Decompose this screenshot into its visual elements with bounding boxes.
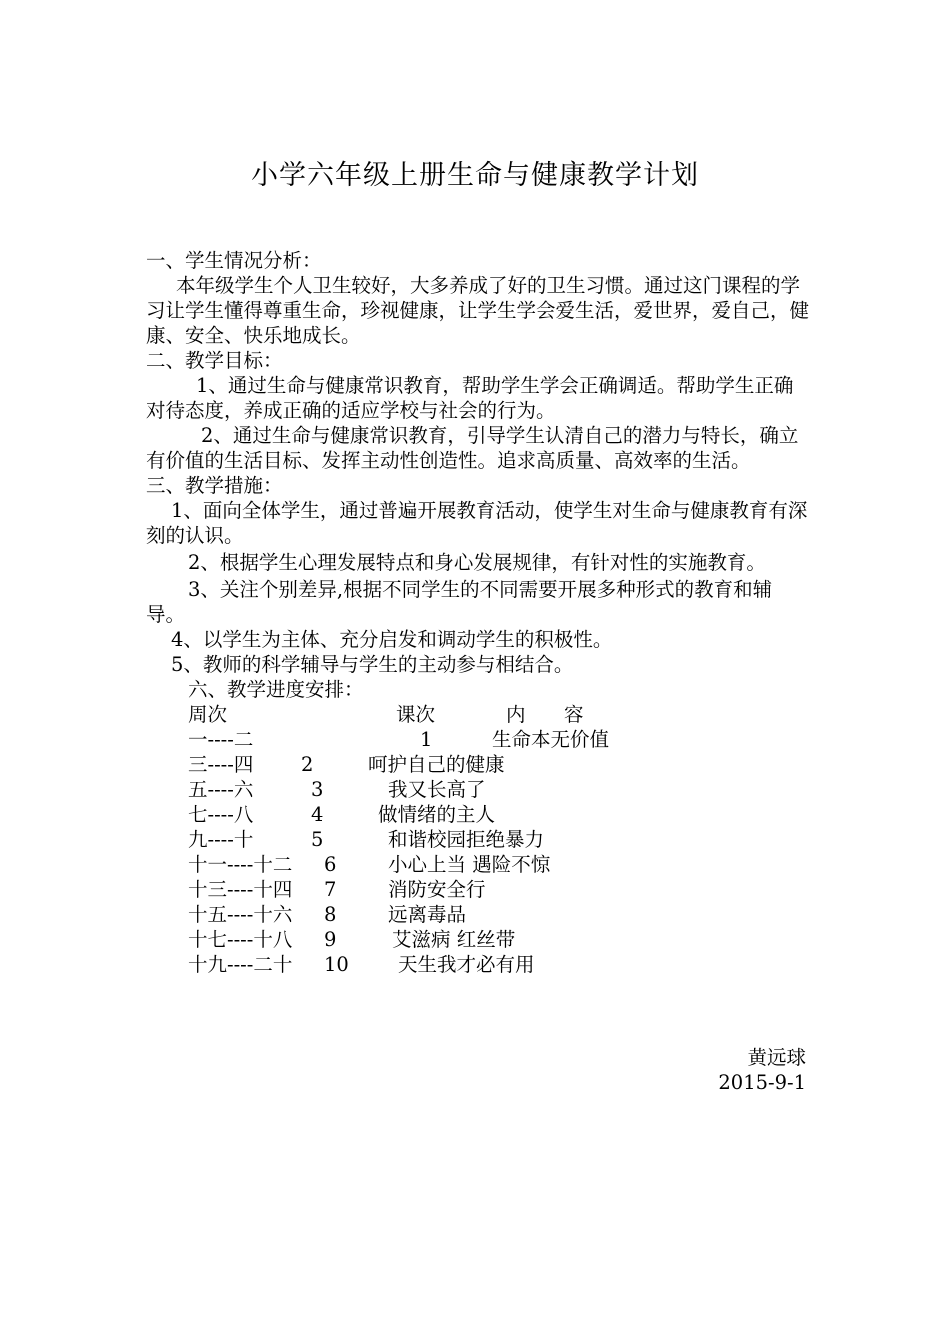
schedule-week: 三----四 — [188, 753, 254, 776]
schedule-week: 九----十 — [188, 828, 254, 851]
schedule-lesson: 1 — [420, 728, 433, 751]
schedule-week: 十九----二十 — [188, 953, 293, 976]
schedule-content: 远离毒品 — [388, 903, 467, 926]
schedule-lesson: 6 — [324, 853, 337, 876]
schedule-content: 我又长高了 — [388, 778, 486, 801]
section-1-heading: 一、学生情况分析： — [146, 249, 322, 272]
schedule-header-content-b: 容 — [564, 703, 584, 726]
measure-item-2: 2、根据学生心理发展特点和身心发展规律，有针对性的实施教育。 — [188, 551, 766, 574]
schedule-week: 十三----十四 — [188, 878, 293, 901]
document-date: 2015-9-1 — [718, 1071, 806, 1094]
section-1-paragraph: 本年级学生个人卫生较好，大多养成了好的卫生习惯。通过这门课程的学习让学生懂得尊重生命，珍视健康，让学生学会爱生活，爱世界，爱自己，健康、安全、快乐地成长。 — [146, 274, 810, 347]
schedule-week: 十七----十八 — [188, 928, 293, 951]
schedule-header-week: 周次 — [188, 703, 228, 726]
schedule-content: 消防安全行 — [388, 878, 486, 901]
schedule-week: 七----八 — [188, 803, 254, 826]
measure-item-1: 1、面向全体学生，通过普遍开展教育活动，使学生对生命与健康教育有深刻的认识。 — [146, 499, 808, 547]
schedule-content: 小心上当 遇险不惊 — [388, 853, 551, 876]
schedule-content: 天生我才必有用 — [398, 953, 535, 976]
schedule-content: 呵护自己的健康 — [368, 753, 505, 776]
schedule-header-content-a: 内 — [506, 703, 526, 726]
schedule-lesson: 4 — [311, 803, 324, 826]
schedule-lesson: 3 — [311, 778, 324, 801]
schedule-content: 做情绪的主人 — [378, 803, 496, 826]
schedule-lesson: 2 — [301, 753, 314, 776]
schedule-lesson: 9 — [324, 928, 337, 951]
section-2-heading: 二、教学目标： — [146, 349, 283, 372]
section-3-heading: 三、教学措施： — [146, 474, 283, 497]
schedule-lesson: 10 — [324, 953, 349, 976]
page-title: 小学六年级上册生命与健康教学计划 — [251, 160, 699, 191]
schedule-lesson: 5 — [311, 828, 324, 851]
goal-item-2: 2、通过生命与健康常识教育，引导学生认清自己的潜力与特长，确立有价值的生活目标、发挥主动性创造性。追求高质量、高效率的生活。 — [146, 424, 799, 472]
measure-item-4: 4、以学生为主体、充分启发和调动学生的积极性。 — [171, 628, 613, 651]
schedule-heading: 六、教学进度安排： — [188, 678, 364, 701]
signature-block — [718, 1045, 806, 1095]
schedule-header-lesson: 课次 — [396, 703, 436, 726]
schedule-lesson: 8 — [324, 903, 337, 926]
schedule-week: 十五----十六 — [188, 903, 293, 926]
author-name: 黄远球 — [747, 1046, 806, 1069]
schedule-week: 五----六 — [188, 778, 254, 801]
schedule-table — [146, 702, 810, 977]
goal-item-1: 1、通过生命与健康常识教育，帮助学生学会正确调适。帮助学生正确对待态度，养成正确的适应学校与社会的行为。 — [146, 374, 794, 422]
schedule-content: 和谐校园拒绝暴力 — [388, 828, 545, 851]
schedule-content: 艾滋病 红丝带 — [392, 928, 516, 951]
measure-item-5: 5、教师的科学辅导与学生的主动参与相结合。 — [171, 653, 574, 676]
schedule-week: 一----二 — [188, 728, 254, 751]
measure-item-3: 3、关注个别差异,根据不同学生的不同需要开展多种形式的教育和辅导。 — [146, 578, 773, 626]
document-body — [146, 248, 810, 977]
schedule-lesson: 7 — [324, 878, 337, 901]
schedule-week: 十一----十二 — [188, 853, 293, 876]
schedule-content: 生命本无价值 — [492, 728, 610, 751]
